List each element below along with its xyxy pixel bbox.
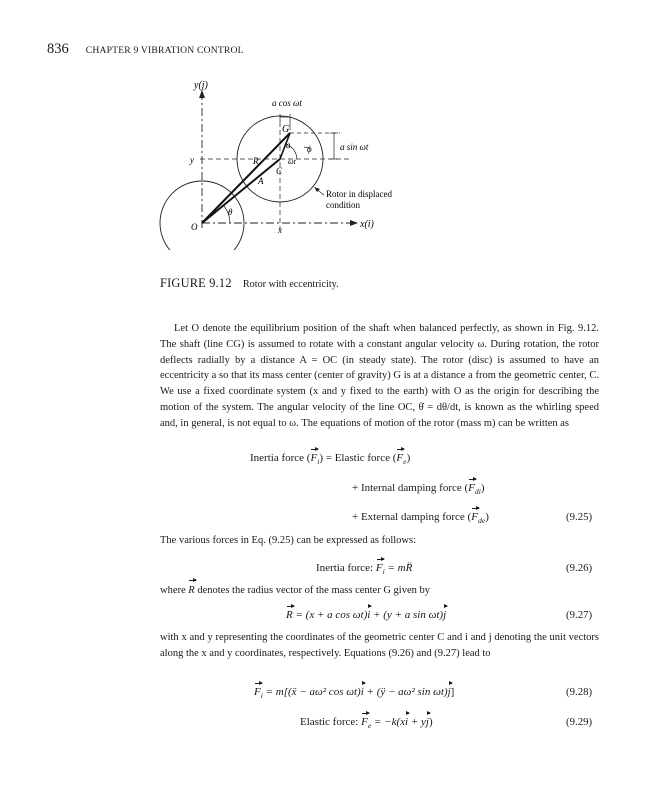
eq-number-925: (9.25): [566, 511, 593, 523]
sub-e: e: [403, 457, 407, 467]
paragraph-1: Let O denote the equilibrium position of the shaft when balanced perfectly, as shown in Fig. 9.12. The shaft (line CG) is assumed to rotate with a constant angular velocity ω. During rotation, the rotor deflects radially by a distance A = OC (in steady state). The rotor (disc) is assumed to have an eccentricity a so that its mass center (center of gravity) G is at a distance a from the geometric center, C. We use a fixed coordinate system (x and y fixed to the earth) with O as the origin for describing the motion of the system. The angular velocity of the line OC, θ̇ = dθ/dt, is known as the whirling speed and, in general, is not equal to ω. The equations of motion of the rotor (mass m) can be written as: [160, 323, 599, 429]
eq-926-line: [0, 562, 645, 580]
eq-928-part-a: = m[(ẍ − aω² cos ωt): [265, 686, 361, 698]
vec-j: j: [425, 716, 429, 728]
where-text-block: [160, 583, 599, 599]
eq3-text: + External damping force (: [352, 511, 472, 523]
where-text-2: denotes the radius vector of the mass center G given by: [194, 585, 431, 596]
label-theta: θ: [228, 207, 233, 217]
eq-number-927: (9.27): [566, 609, 593, 621]
vec-j: j: [443, 609, 447, 621]
vec-j: j: [447, 686, 451, 698]
elastic-label: Elastic force:: [300, 716, 362, 728]
eq3-end-text: ): [485, 511, 489, 523]
rotor-note-line-1: Rotor in displaced: [326, 189, 392, 199]
label-omega-t: ωt: [288, 157, 296, 166]
where-text-1: where: [160, 585, 189, 596]
label-y-left: y: [190, 155, 194, 165]
vec-f: F: [471, 511, 478, 523]
eq-928-line: [0, 686, 645, 704]
label-r: R: [253, 156, 259, 166]
figure-9-12: [140, 70, 440, 250]
with-text-block: [160, 630, 599, 662]
eq-925-line-3: [0, 511, 645, 529]
rotor-note-line-2: condition: [326, 200, 360, 210]
figure-title: Rotor with eccentricity.: [242, 279, 339, 290]
with-text: with x and y representing the coordinates of the geometric center C and i and j denoting the unit vectors along the x and y coordinates, respectively. Equations (9.26) and (9.27) lead to: [160, 632, 599, 659]
eq1-right-text: ): [406, 452, 411, 464]
label-x-below: x: [278, 225, 282, 235]
eq-927-line: [0, 609, 645, 627]
sub-i: i: [260, 691, 263, 701]
eq-925-line-1: [0, 452, 645, 470]
sub-de: de: [477, 516, 486, 526]
eq2-end-text: ): [480, 482, 485, 494]
eq2-text: + Internal damping force (: [352, 482, 469, 494]
vec-f: F: [396, 452, 404, 464]
eq-928-part-c: ]: [450, 686, 455, 698]
label-g: G: [282, 124, 290, 135]
sub-i: i: [317, 457, 320, 467]
vec-r: R: [188, 583, 194, 599]
x-axis-label: x(i): [360, 219, 374, 230]
vec-r: R: [286, 609, 293, 621]
forces-text: The various forces in Eq. (9.25) can be expressed as follows:: [160, 535, 417, 546]
line-og: [202, 133, 290, 223]
label-a: a: [286, 140, 291, 150]
label-c: C: [276, 166, 283, 176]
forces-text-block: [160, 533, 599, 549]
inertia-label: Inertia force:: [316, 562, 376, 574]
rotor-diagram: [140, 70, 440, 250]
vec-i: i: [405, 716, 409, 728]
a-cos-label: a cos ωt: [272, 98, 302, 108]
eq-929-part-a: = −k(x: [374, 716, 406, 728]
eq-927-part-a: = (x + a cos ωt): [295, 609, 368, 621]
vec-f: F: [468, 482, 475, 494]
x-axis-arrow: [350, 220, 358, 226]
eq-number-928: (9.28): [566, 686, 593, 698]
vec-f: F: [310, 452, 318, 464]
a-sin-label: a sin ωt: [340, 142, 369, 152]
vec-f: F: [375, 562, 383, 574]
body-paragraph: [160, 321, 599, 432]
label-phi: ϕ: [307, 144, 312, 154]
chapter-title: CHAPTER 9 VIBRATION CONTROL: [85, 45, 244, 56]
eq1-mid-text: ) = Elastic force (: [319, 452, 397, 464]
eq-925-line-2: [0, 482, 645, 500]
eq-929-line: [0, 716, 645, 734]
y-axis-label: y(j): [194, 80, 208, 91]
m-r-ddot: = mR̈: [387, 562, 413, 574]
label-o: O: [191, 222, 198, 232]
vec-f: F: [254, 686, 261, 698]
y-axis-arrow: [199, 90, 205, 98]
sub-di: di: [474, 487, 481, 497]
eq-929-part-b: + y: [408, 716, 426, 728]
page-header: [47, 40, 244, 60]
figure-label: FIGURE 9.12: [160, 276, 232, 290]
page-number: 836: [47, 41, 69, 57]
eq-number-926: (9.26): [566, 562, 593, 574]
line-oc: [202, 159, 280, 223]
eq1-left-text: Inertia force (: [250, 452, 311, 464]
sub-e: e: [367, 721, 372, 731]
vec-f: F: [361, 716, 368, 728]
eq-927-part-b: + (y + a sin ωt): [370, 609, 444, 621]
eq-928-part-b: + (ÿ − aω² sin ωt): [363, 686, 448, 698]
eq-number-929: (9.29): [566, 716, 593, 728]
figure-caption: [160, 276, 339, 291]
sub-i: i: [382, 567, 385, 577]
vec-i: i: [367, 609, 371, 621]
eq-929-part-c: ): [428, 716, 433, 728]
label-a-cap: A: [258, 176, 264, 186]
vec-i: i: [360, 686, 364, 698]
